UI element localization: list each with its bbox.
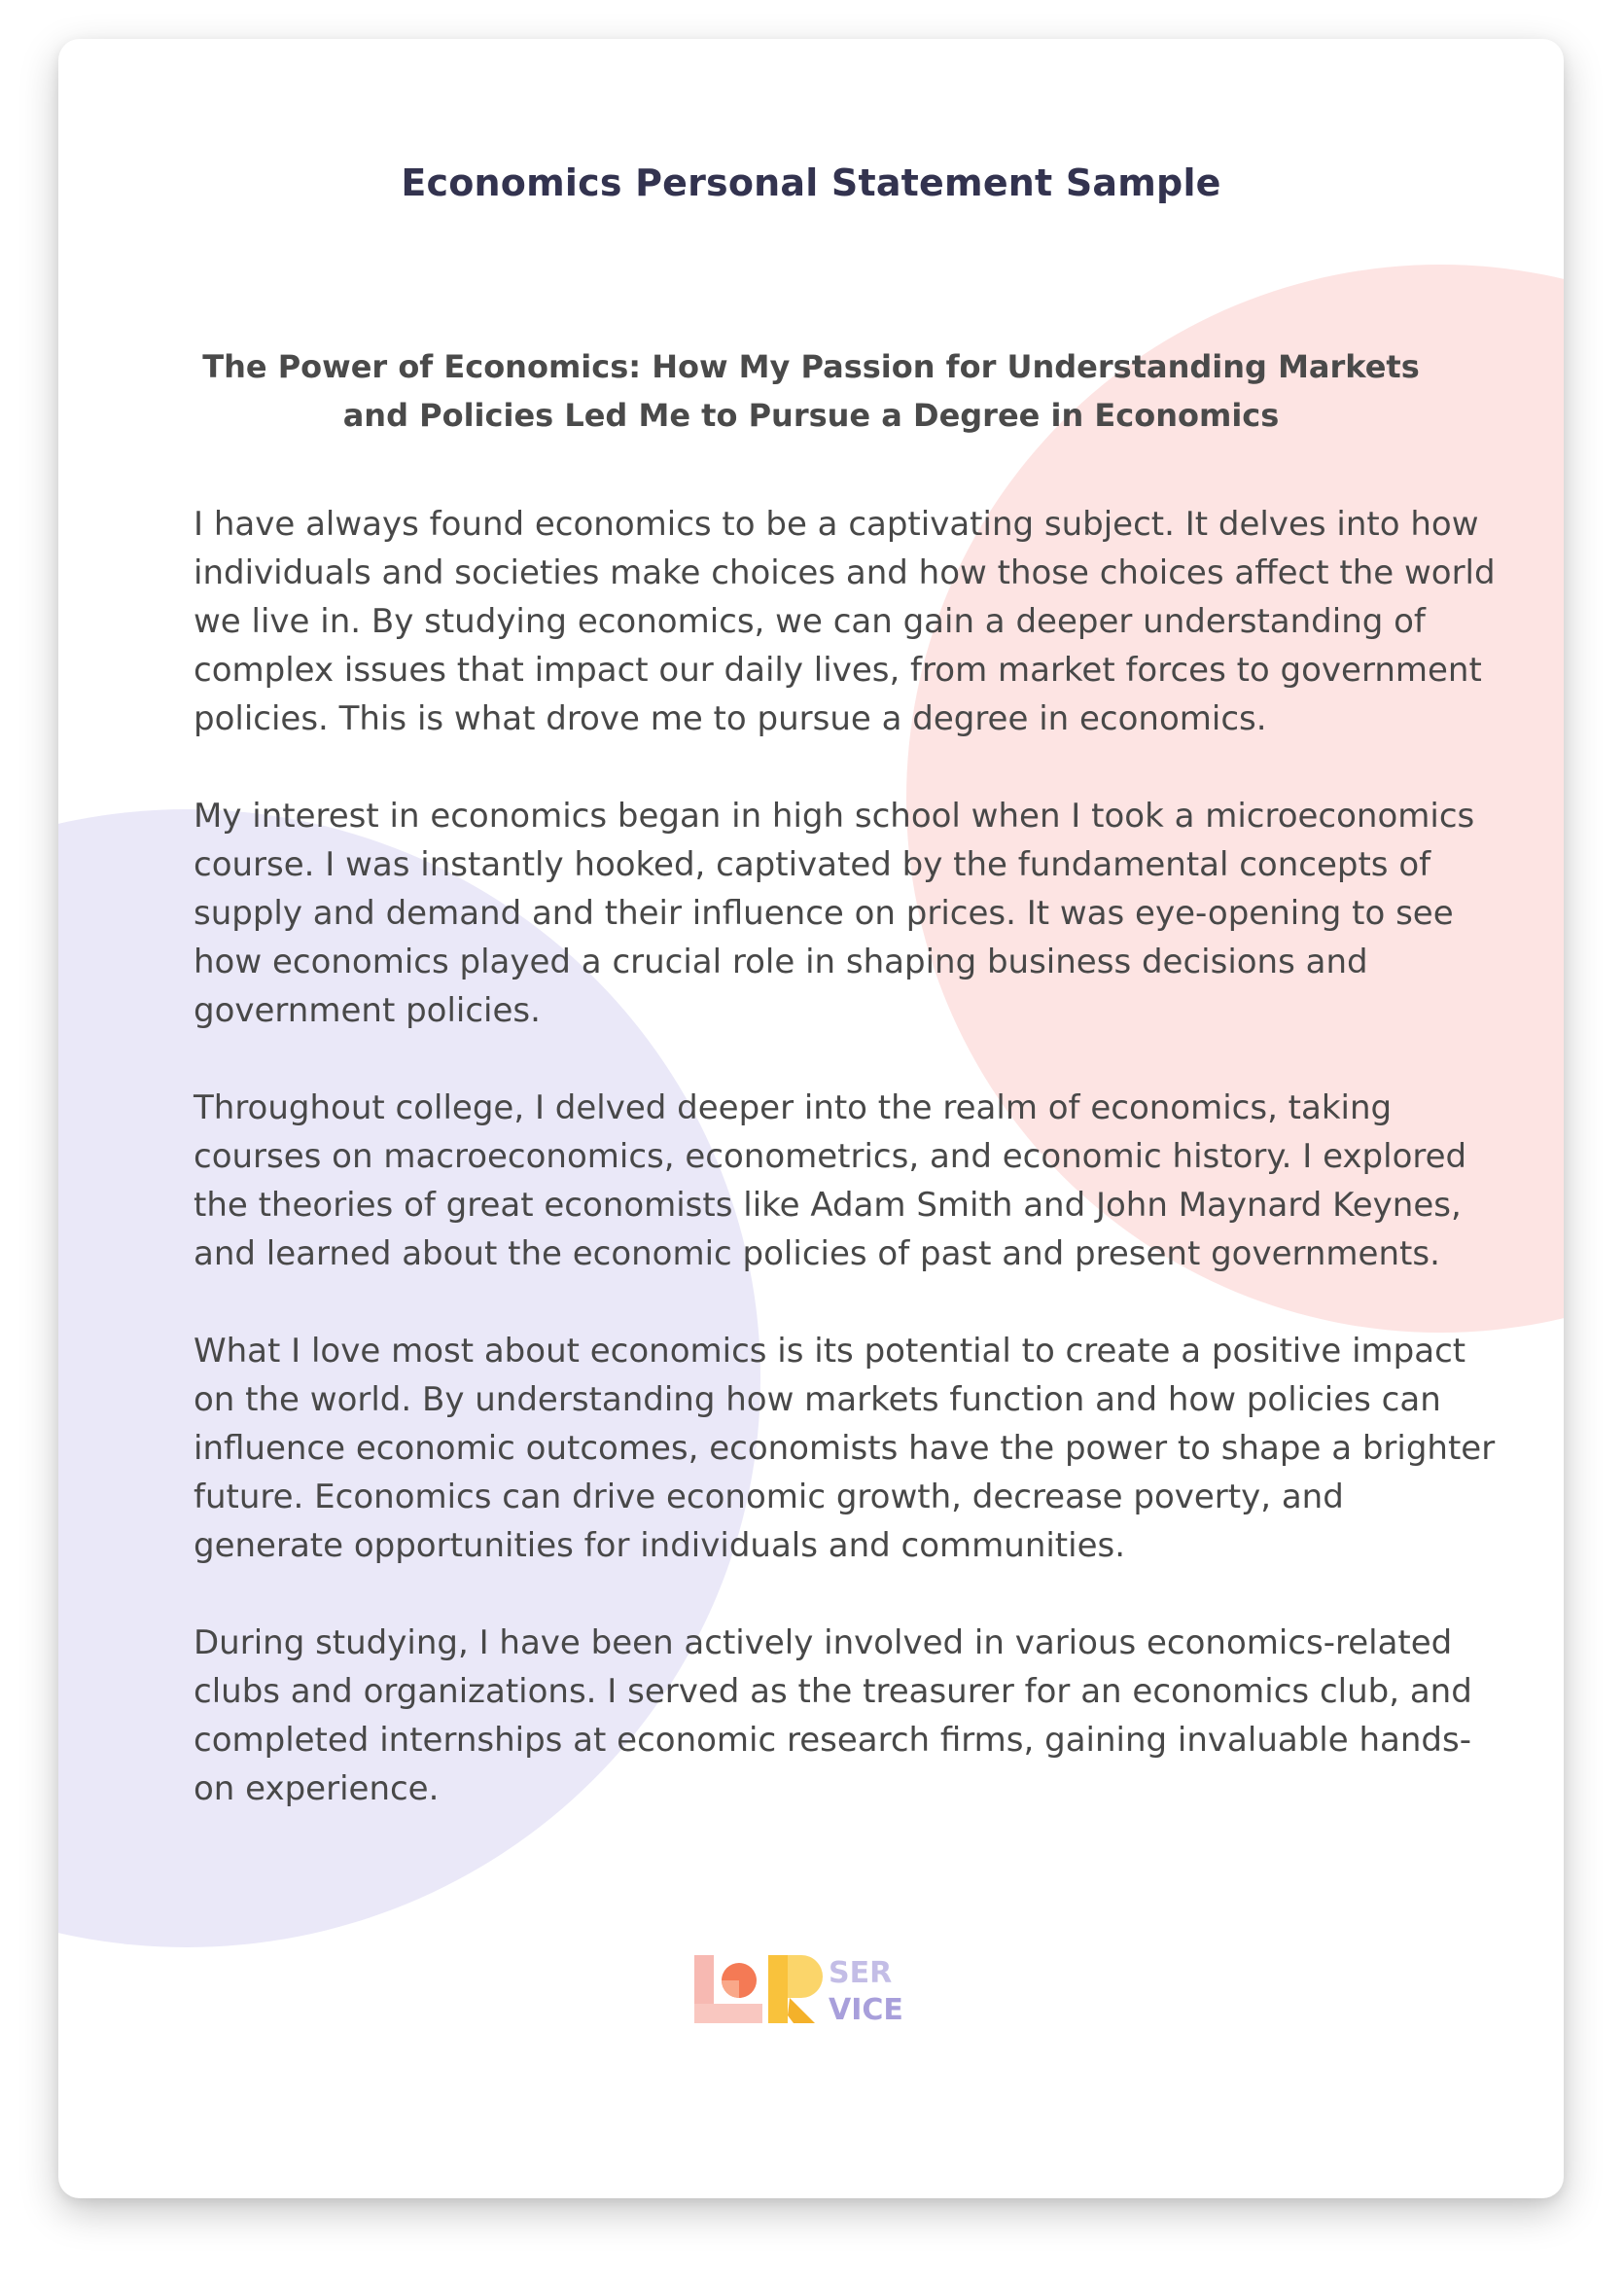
- paragraph-5: During studying, I have been actively involved in various economics-related clubs and organizations. I served as the treasurer for an economics club, and completed internships at economic research firms, gaining invaluable hands-on experience.: [194, 1623, 1472, 1808]
- paragraph-2: My interest in economics began in high school when I took a microeconomics course. I was instantly hooked, captivated by the fundamental concepts of supply and demand and their influence on prices. It was eye-opening to see how economics played a crucial role in shaping business decisions and government policies.: [194, 797, 1475, 1030]
- paragraph-3: Throughout college, I delved deeper into the realm of economics, taking courses on macroeconomics, econometrics, and economic history. I explored the theories of great economists like Adam Smith and John Maynard Keynes, and learned about the economic policies of past and present governments.: [194, 1088, 1467, 1273]
- document-title: Economics Personal Statement Sample: [401, 161, 1221, 204]
- logo-text-line2: VICE: [829, 1993, 903, 2027]
- lor-service-logo-icon: [692, 1951, 941, 2027]
- logo-text-line1: SER: [829, 1956, 893, 1990]
- document-subtitle: The Power of Economics: How My Passion for Understanding Markets and Policies Led Me to Pursue a Degree in Economics: [202, 348, 1420, 434]
- paragraph-4: What I love most about economics is its potential to create a positive impact on the world. By understanding how markets function and how policies can influence economic outcomes, economists have the power to shape a brighter future. Economics can drive economic growth, decrease poverty, and generate opportunities for individuals and communities.: [194, 1332, 1496, 1565]
- document-content: [58, 39, 1564, 2198]
- paragraph-1: I have always found economics to be a captivating subject. It delves into how individuals and societies make choices and how those choices affect the world we live in. By studying economics, we can gain a deeper understanding of complex issues that impact our daily lives, from market forces to government policies. This is what drove me to pursue a degree in economics.: [194, 505, 1496, 738]
- document-card: [58, 39, 1564, 2198]
- document-body: [194, 500, 1497, 1862]
